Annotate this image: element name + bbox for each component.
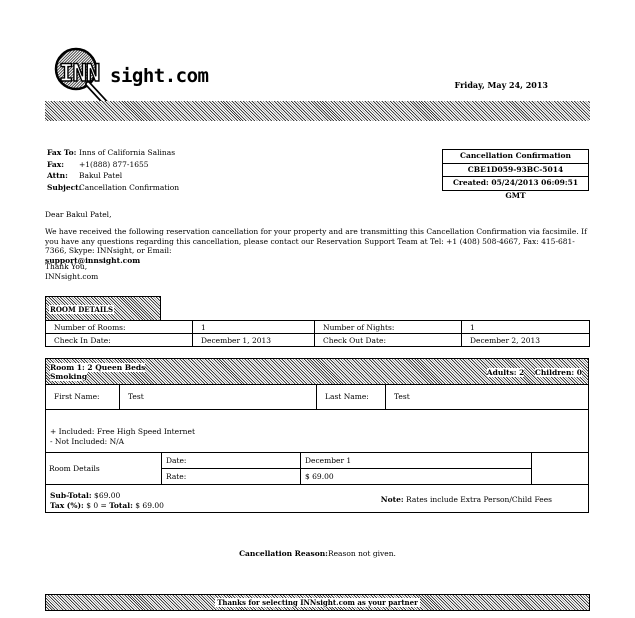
reason-label: Cancellation Reason: (239, 549, 328, 558)
subject-label: Subject: (47, 182, 82, 192)
subject-value: Cancellation Confirmation (79, 182, 180, 192)
document-date: Friday, May 24, 2013 (454, 80, 548, 90)
rate-date-value: December 1 (301, 453, 532, 469)
fax-to-value: Inns of California Salinas (79, 148, 176, 157)
room-details-tab (45, 296, 161, 320)
thanks-text: Thank You, (45, 262, 88, 271)
signoff-name: INNsight.com (45, 271, 99, 281)
confirmation-created: Created: 05/24/2013 06:09:51 GMT (452, 178, 579, 200)
note-text: Rates include Extra Person/Child Fees (406, 495, 552, 504)
svg-text:sight.com: sight.com (110, 65, 209, 87)
confirmation-code: CBE1D059-93BC-5014 (443, 164, 588, 178)
rate-date-label: Date: (162, 453, 301, 469)
signoff (45, 262, 98, 281)
fax-info (47, 148, 179, 194)
room-name (50, 363, 145, 381)
totals (50, 491, 164, 510)
letter-body-text: We have received the following reservation cancellation for your property and are transmitting this Cancellation Confirmation via facsimile. If you have any questions regarding this cancellation, please contact our Reservation Support Team at Tel: +1 (408) 508-4667, Fax: 415-681-7366, Skype: INNsight, or Email: (45, 227, 587, 255)
nights-value: 1 (462, 321, 590, 334)
checkout-label: Check Out Date: (315, 334, 462, 347)
fax-number-label: Fax: (47, 159, 65, 169)
nights-label: Number of Nights: (315, 321, 462, 334)
rooms-label: Number of Rooms: (46, 321, 193, 334)
confirmation-title: Cancellation Confirmation (443, 150, 588, 164)
rate-value: $ 69.00 (301, 469, 532, 485)
cancellation-reason (0, 549, 635, 558)
total-label: Total: (109, 500, 133, 510)
guest-name-table (46, 384, 588, 410)
first-name-value: Test (120, 384, 317, 410)
last-name-label: Last Name: (317, 384, 386, 410)
note-label: Note: (380, 495, 404, 504)
header-divider-bar (45, 101, 590, 121)
fax-number-value: +1(888) 877-1655 (79, 159, 149, 169)
checkout-value: December 2, 2013 (462, 334, 590, 347)
amenities (50, 427, 195, 446)
room-box (45, 358, 589, 513)
attn-value: Bakul Patel (79, 171, 123, 180)
footer-text: Thanks for selecting INNsight.com as your partner (217, 598, 418, 607)
subtotal-label: Sub-Total: (50, 491, 92, 500)
rooms-value: 1 (193, 321, 315, 334)
children-count: Children: 0 (534, 368, 582, 377)
table-row (46, 321, 590, 334)
letter-body (45, 227, 590, 265)
adults-count: Adults: 2 (486, 368, 525, 377)
room-details-table (45, 320, 590, 347)
table-row (46, 384, 588, 410)
table-row (45, 453, 589, 469)
last-name-value: Test (386, 384, 589, 410)
tax-value: $ 0 = (86, 500, 107, 510)
attn-label: Attn: (47, 171, 68, 180)
rate-label: Rate: (162, 469, 301, 485)
subtotal-value: $69.00 (94, 491, 121, 500)
first-name-label: First Name: (46, 384, 120, 410)
greeting: Dear Bakul Patel, (45, 210, 112, 219)
room-type: Room 1: 2 Queen Beds (50, 363, 146, 372)
reason-value: Reason not given. (327, 549, 396, 558)
fax-to-label: Fax To: (47, 148, 77, 157)
not-included-amenities: - Not Included: N/A (50, 436, 125, 446)
room-header (46, 359, 588, 385)
smoking-status: Smoking (50, 372, 88, 381)
room-details-label: Room Details (45, 453, 162, 485)
checkin-label: Check In Date: (46, 334, 193, 347)
rates-spacer (532, 453, 590, 485)
room-rates-table (45, 452, 589, 485)
rate-note (381, 495, 552, 504)
table-row (46, 334, 590, 347)
included-amenities: + Included: Free High Speed Internet (50, 427, 195, 436)
svg-text:INN: INN (59, 59, 100, 87)
support-email-link[interactable]: support@innsight.com (45, 255, 141, 265)
total-value: $ 69.00 (135, 500, 164, 510)
checkin-value: December 1, 2013 (193, 334, 315, 347)
cancellation-confirmation-box (442, 149, 589, 200)
room-details-tab-label: ROOM DETAILS (50, 305, 114, 314)
tax-label: Tax (%): (50, 500, 84, 510)
occupancy (487, 368, 582, 377)
footer-bar (45, 594, 590, 611)
